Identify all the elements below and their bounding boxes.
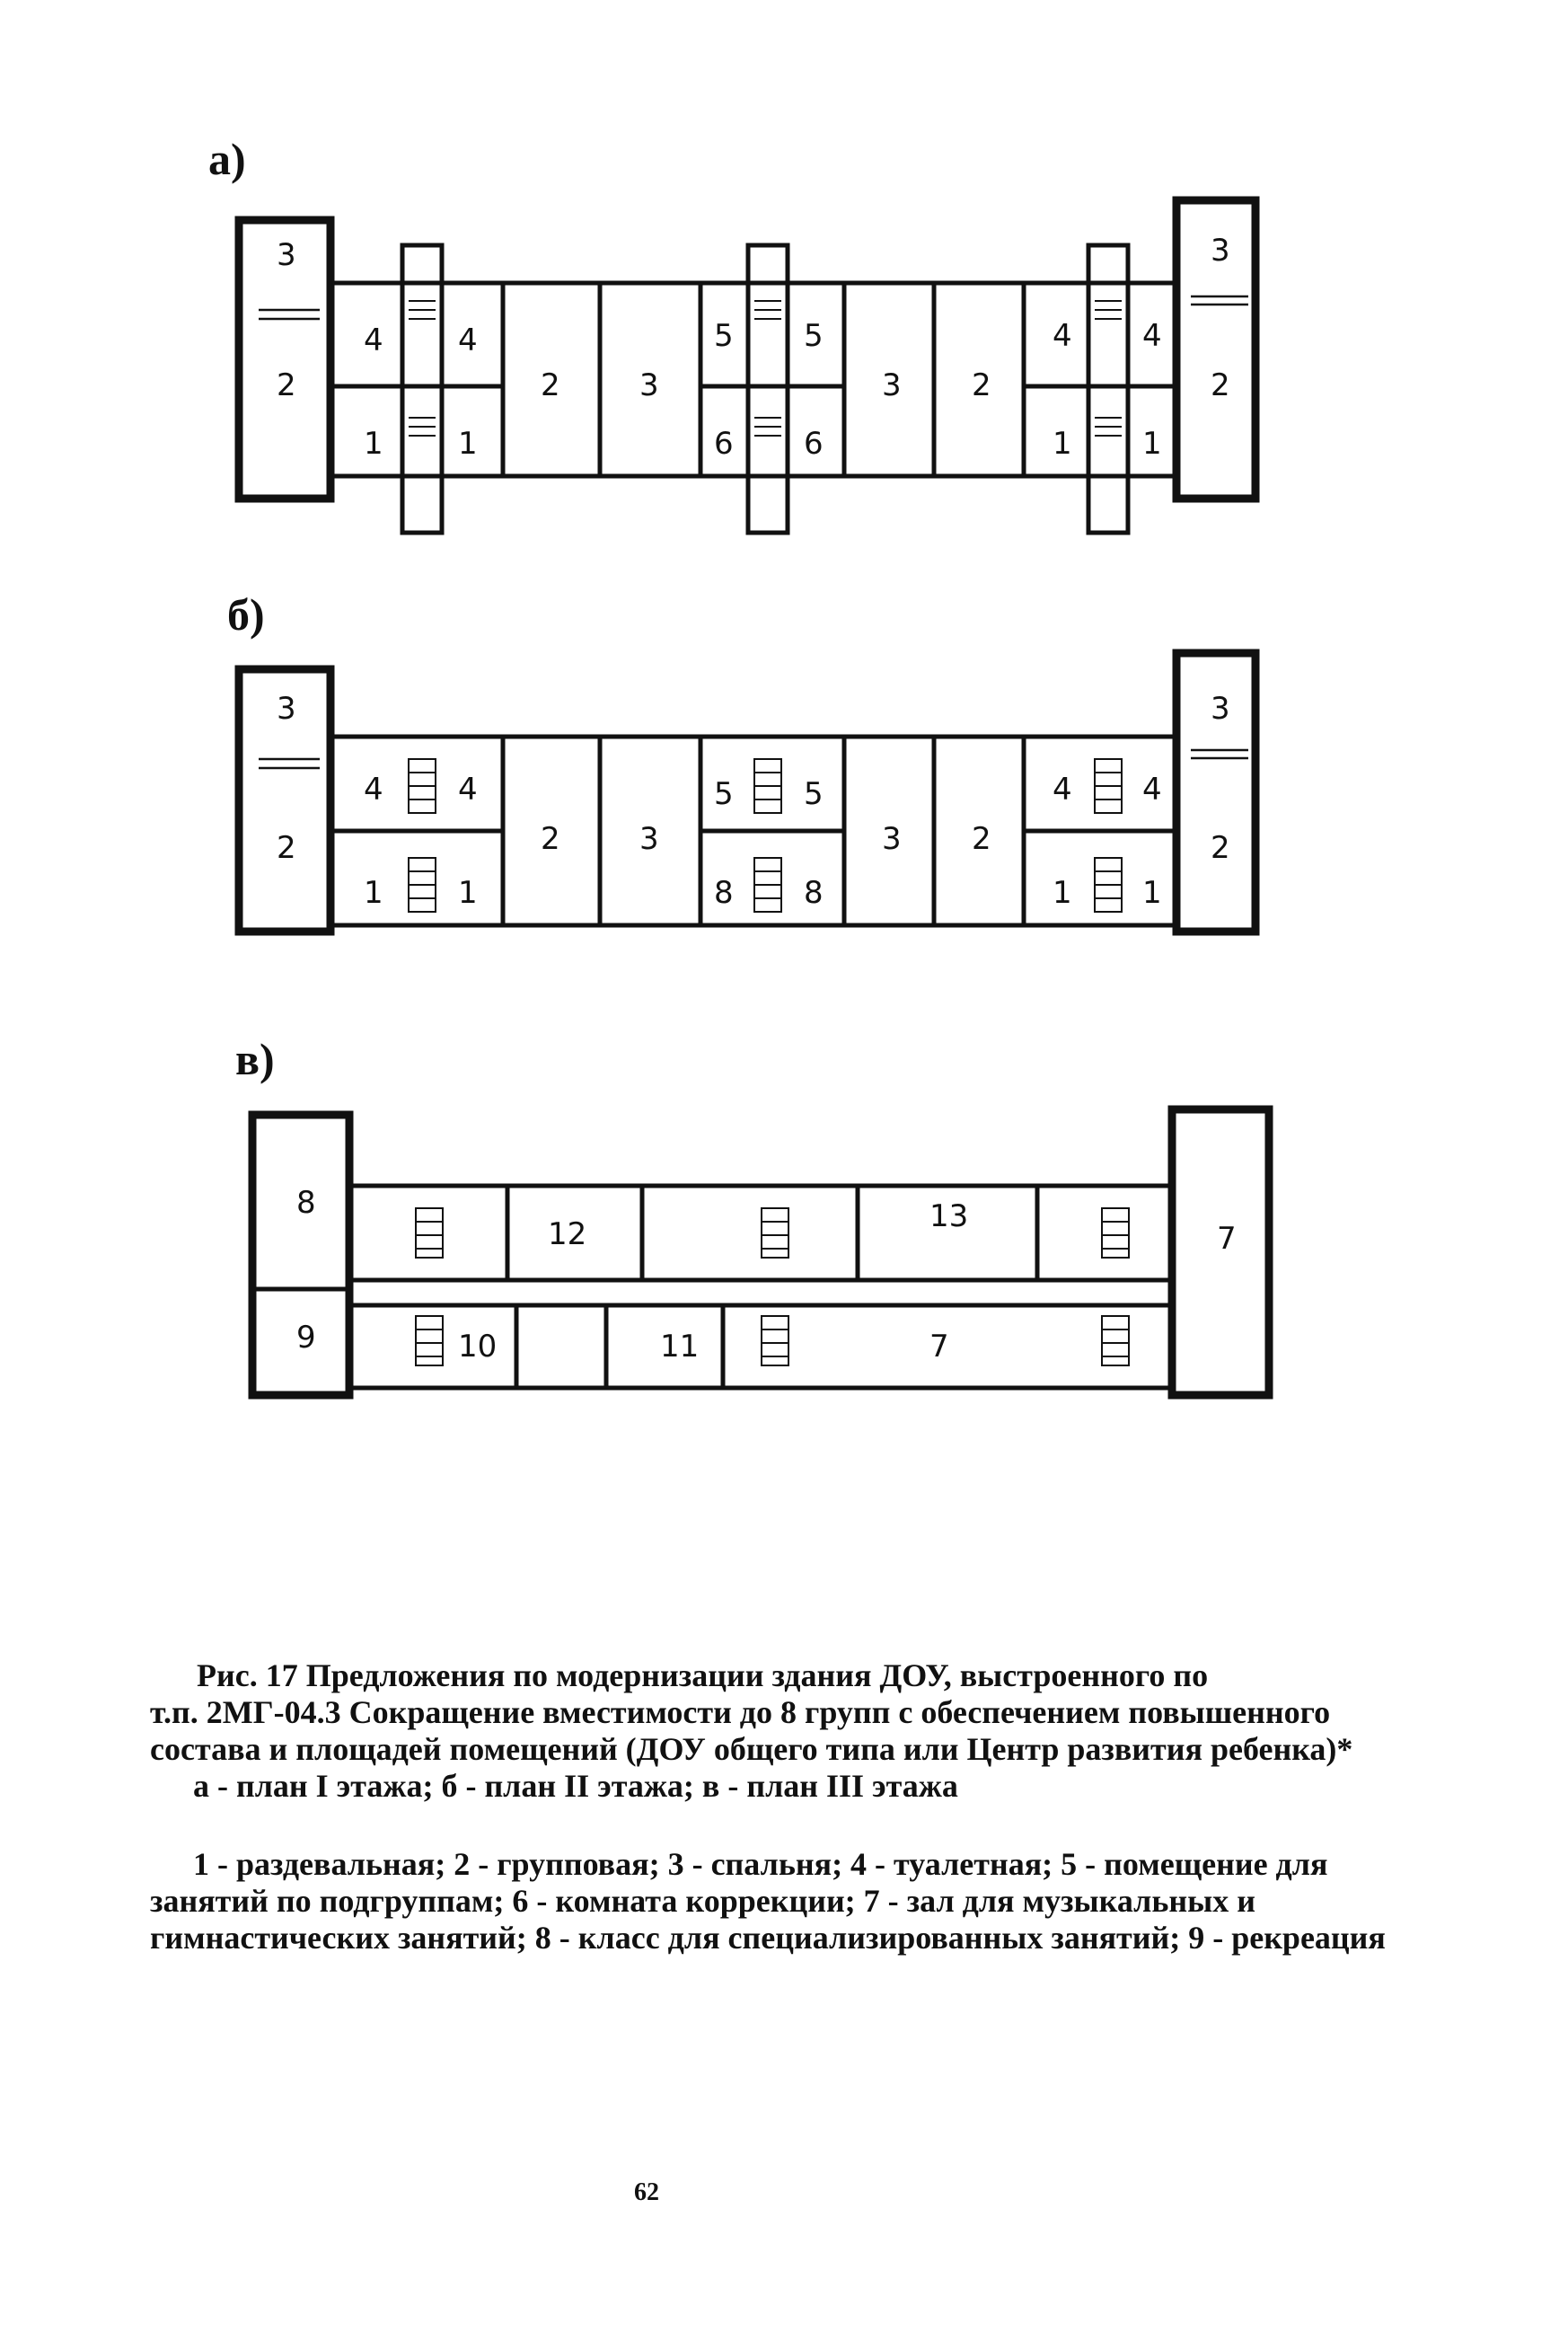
legend-line: занятий по подгруппам; 6 - комната коррекции; 7 - зал для музыкальных и [150, 1883, 1255, 1919]
caption-line: а - план I этажа; б - план II этажа; в - план III этажа [193, 1768, 958, 1804]
room-number: 3 [277, 691, 296, 727]
room-number: 2 [277, 830, 296, 866]
plan-v-label: в) [235, 1034, 275, 1084]
floor-plan-b [233, 642, 1302, 948]
room-number: 1 [1053, 875, 1072, 911]
floor-plan-a-drawing [233, 193, 1302, 534]
room-number: 6 [714, 426, 734, 462]
floor-plan-b-drawing [233, 642, 1302, 948]
legend-line: 1 - раздевальная; 2 - групповая; 3 - спальня; 4 - туалетная; 5 - помещение для [193, 1846, 1328, 1882]
room-number: 1 [364, 875, 383, 911]
room-number: 8 [296, 1185, 316, 1221]
room-number: 2 [1211, 367, 1230, 403]
room-number: 4 [458, 322, 478, 358]
room-number: 3 [277, 237, 296, 273]
room-number: 1 [364, 426, 383, 462]
room-number: 4 [1053, 318, 1072, 354]
room-number: 4 [364, 322, 383, 358]
room-number: 4 [1142, 318, 1162, 354]
room-number: 3 [1211, 233, 1230, 269]
room-number: 7 [929, 1329, 949, 1365]
floor-plan-a [233, 193, 1302, 534]
room-number: 3 [639, 821, 659, 857]
room-number: 1 [458, 426, 478, 462]
room-number: 9 [296, 1320, 316, 1356]
plan-a-label: а) [208, 134, 246, 184]
room-number: 2 [541, 367, 560, 403]
room-number: 10 [458, 1329, 498, 1365]
caption-line: Рис. 17 Предложения по модернизации здания ДОУ, выстроенного по [197, 1657, 1209, 1693]
room-number: 2 [972, 367, 991, 403]
caption-line: состава и площадей помещений (ДОУ общего типа или Центр развития ребенка)* [150, 1731, 1353, 1767]
room-number: 3 [1211, 691, 1230, 727]
figure-caption [150, 1657, 1425, 1805]
room-number: 6 [804, 426, 824, 462]
room-number: 5 [714, 776, 734, 812]
room-number: 2 [541, 821, 560, 857]
room-number: 11 [660, 1329, 700, 1365]
room-number: 4 [458, 772, 478, 808]
floor-plan-v-drawing [247, 1100, 1302, 1397]
room-number: 1 [1053, 426, 1072, 462]
room-number: 1 [1142, 875, 1162, 911]
room-number: 7 [1217, 1221, 1237, 1257]
room-number: 3 [639, 367, 659, 403]
room-number: 1 [458, 875, 478, 911]
legend-line: гимнастических занятий; 8 - класс для специализированных занятий; 9 - рекреация [150, 1920, 1386, 1956]
room-number: 4 [364, 772, 383, 808]
room-number: 5 [804, 318, 824, 354]
figure-legend [150, 1846, 1443, 1957]
room-number: 2 [1211, 830, 1230, 866]
room-number: 8 [804, 875, 824, 911]
floor-plan-v [247, 1100, 1302, 1397]
room-number: 2 [277, 367, 296, 403]
room-number: 12 [548, 1216, 587, 1252]
room-number: 4 [1142, 772, 1162, 808]
room-number: 5 [714, 318, 734, 354]
room-number: 3 [882, 367, 902, 403]
room-number: 4 [1053, 772, 1072, 808]
caption-line: т.п. 2МГ-04.3 Сокращение вместимости до 8 групп с обеспечением повышенного [150, 1694, 1331, 1730]
plan-b-label: б) [227, 589, 265, 640]
page-number: 62 [634, 2178, 659, 2206]
room-number: 3 [882, 821, 902, 857]
room-number: 2 [972, 821, 991, 857]
room-number: 13 [929, 1198, 969, 1234]
room-number: 5 [804, 776, 824, 812]
room-number: 8 [714, 875, 734, 911]
room-number: 1 [1142, 426, 1162, 462]
